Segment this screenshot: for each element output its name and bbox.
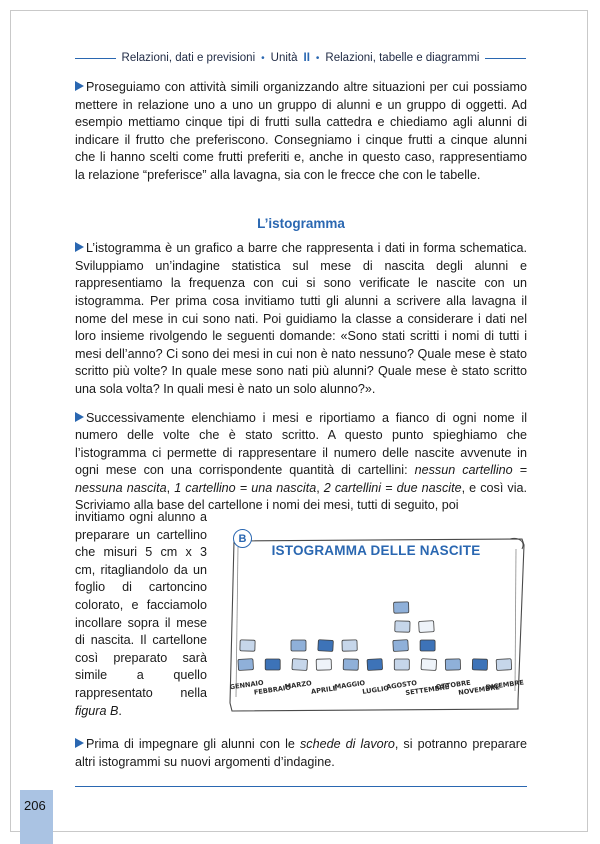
card-maggio-1 <box>343 659 358 670</box>
header-unit-label: Unità <box>270 52 298 64</box>
header-chapter: Relazioni, dati e previsioni <box>121 52 256 64</box>
card-novembre-1 <box>472 659 487 670</box>
header-separator: • <box>261 52 265 64</box>
steps-italic: 1 cartellino = una nascita <box>174 480 317 495</box>
arrow-bullet-icon <box>75 738 84 748</box>
card-settembre-3 <box>419 621 435 633</box>
month-label-marzo: MARZO <box>284 679 313 691</box>
header-section: Relazioni, tabelle e diagrammi <box>325 52 480 64</box>
steps-italic: nessun cartellino = nessuna nascita <box>75 463 527 495</box>
figure-label-badge: B <box>233 529 252 548</box>
wrap-text: invitiamo ogni alunno a preparare un cartellino che misuri 5 cm x 3 cm, ritagliandolo da un foglio di cartoncino colorato, e facciamolo incollare sopra il mese di nascita. Il cartellone così preparato sarà simile a quello rappresentato nella <box>75 510 207 700</box>
card-gennaio-1 <box>238 659 254 671</box>
wrap-text: . <box>118 703 122 718</box>
card-settembre-2 <box>420 640 435 651</box>
page-number: 206 <box>24 798 46 813</box>
histogram-figure <box>226 537 528 715</box>
month-label-febbraio: FEBBRAIO <box>253 683 292 697</box>
card-aprile-1 <box>316 659 331 670</box>
steps-text: , <box>166 480 175 495</box>
running-header <box>75 50 526 66</box>
card-ottobre-1 <box>445 659 460 670</box>
figure-wrap-paragraph <box>75 509 207 720</box>
card-dicembre-1 <box>496 659 512 671</box>
card-agosto-1 <box>394 659 409 670</box>
card-marzo-1 <box>292 659 308 671</box>
month-label-gennaio: GENNAIO <box>229 678 265 692</box>
arrow-bullet-icon <box>75 242 84 252</box>
month-label-ottobre: OTTOBRE <box>435 678 472 692</box>
figure-title: ISTOGRAMMA DELLE NASCITE <box>271 543 481 558</box>
closing-italic: schede di lavoro <box>300 737 395 751</box>
arrow-bullet-icon <box>75 81 84 91</box>
intro-text: Proseguiamo con attività simili organizzando altre situazioni per cui possiamo mettere in relazione uno a uno un gruppo di alunni e un gruppo di oggetti. Ad esempio mettiamo cinque tipi di frutti sulla cattedra e chiediamo agli alunni di indicare il frutto che preferiscono. Consegniamo i cinque frutti a cinque alunni che li hanno scelti come frutti preferiti e, anche in questo caso, rappresentiamo la relazione “preferisce” alla lavagna, sia con le frecce che con le tabelle. <box>75 80 527 182</box>
arrow-bullet-icon <box>75 412 84 422</box>
card-maggio-2 <box>342 640 357 651</box>
histogram-paragraph <box>75 240 527 398</box>
card-agosto-4 <box>394 602 409 613</box>
closing-text: Prima di impegnare gli alunni con le <box>86 737 300 751</box>
header-separator: • <box>315 52 320 64</box>
steps-text: , e così via. Scriviamo alla base del cartellone i nomi dei mesi, tutti di seguito, poi <box>75 480 528 513</box>
card-agosto-2 <box>393 640 409 652</box>
steps-paragraph <box>75 410 527 516</box>
main-content <box>75 79 527 515</box>
card-agosto-3 <box>395 621 410 632</box>
steps-text: , <box>316 480 324 495</box>
steps-text: Successivamente elenchiamo i mesi e riportiamo a fianco di ogni nome il numero delle volte che è stato scritto. A questo punto spieghiamo che l’istogramma ci permette di rappresentare il numero delle nascite avvenute in ogni mese con una corrispondente quantità di cartellini: <box>75 410 527 478</box>
intro-paragraph <box>75 79 527 185</box>
card-febbraio-1 <box>265 659 280 670</box>
card-luglio-1 <box>367 659 383 671</box>
histogram-text: L’istogramma è un grafico a barre che rappresenta i dati in forma schematica. Sviluppiamo un’indagine statistica sul mese di nascita degli alunni e rappresentiamo la frequenza con cui si sono verificate le nascite con un istogramma. Per prima cosa invitiamo tutti gli alunni a scrivere alla lavagna il nome del mese in cui sono nati. Poi guidiamo la classe a considerare i dati nel loro insieme rivolgendo le seguenti domande: «Sono stati scritti i nomi di tutti i mesi dell’anno? Ci sono dei mesi in cui non è nato nessuno? Quale mese è stato scritto più volte? In quale mese sono nati più alunni? Quale mese è stato scritto una sola volta? In quali mesi è nato un solo alunno?». <box>75 241 527 396</box>
month-label-dicembre: DICEMBRE <box>485 678 525 692</box>
month-label-agosto: AGOSTO <box>385 678 418 692</box>
month-label-maggio: MAGGIO <box>334 678 366 692</box>
header-rule-left <box>75 58 116 59</box>
month-label-settembre: SETTEMBRE <box>404 682 450 698</box>
card-gennaio-2 <box>240 640 255 651</box>
section-title: L’istogramma <box>257 215 345 231</box>
month-label-novembre: NOVEMBRE <box>457 683 501 697</box>
figure-reference: figura B <box>75 703 119 718</box>
month-label-aprile: APRILE <box>310 684 338 696</box>
header-unit-number: II <box>303 52 310 64</box>
card-aprile-2 <box>318 640 334 652</box>
footer-rule <box>75 786 527 787</box>
card-marzo-2 <box>291 640 306 651</box>
card-settembre-1 <box>421 659 437 671</box>
closing-paragraph <box>75 736 527 771</box>
histogram-chart <box>226 537 528 715</box>
steps-italic: 2 cartellini = due nascite <box>323 480 462 495</box>
header-rule-right <box>485 58 526 59</box>
closing-text: , si potranno preparare altri istogrammi su nuovi argomenti d’indagine. <box>75 737 527 769</box>
month-label-luglio: LUGLIO <box>361 684 390 696</box>
